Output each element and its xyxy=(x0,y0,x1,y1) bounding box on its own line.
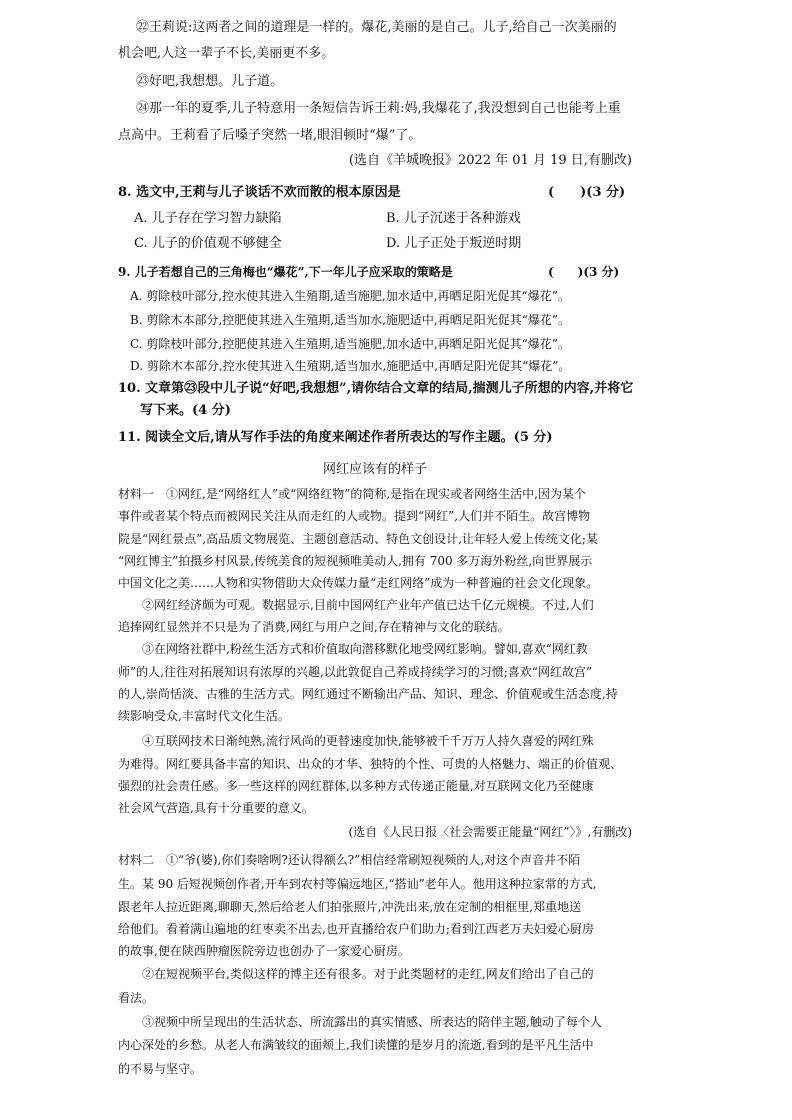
m1-p3-line4: 续影响受众,丰富时代文化生活。 xyxy=(118,709,290,723)
m1-p2-line1: ②网红经济颇为可观。数据显示,目前中国网红产业年产值已达千亿元规模。不过,人们 xyxy=(142,598,594,612)
story-source: (选自《羊城晚报》2022 年 01 月 19 日,有删改) xyxy=(348,153,632,168)
q9-stem: 9. 儿子若想自己的三角梅也“爆花”,下一年儿子应采取的策略是 xyxy=(118,265,453,279)
story-p22-line1: ㉒王莉说:这两者之间的道理是一样的。爆花,美丽的是自己。儿子,给自己一次美丽的 xyxy=(136,20,617,35)
m2-p1-line3: 跟老年人拉近距离,聊聊天,然后给老人们拍张照片,冲洗出来,放在定制的相框里,郑重地送 xyxy=(118,900,582,914)
m1-source: (选自《人民日报〈社会需要正能量“网红”〉》,有删改) xyxy=(348,825,632,839)
m2-p1-line2: 生。某 90 后短视频创作者,开车到农村等偏远地区,“搭讪”老年人。他用这种拉家常的方式, xyxy=(118,877,597,891)
q9-option-c: C. 剪除枝叶部分,控肥使其进入生殖期,适当施肥,加水适中,再晒足阳光促其“爆花”。 xyxy=(130,337,570,351)
q9-option-a: A. 剪除枝叶部分,控水使其进入生殖期,适当施肥,加水适中,再晒足阳光促其“爆花”。 xyxy=(130,289,570,303)
m1-p3-line3: 的人,崇尚恬淡、古雅的生活方式。网红通过不断输出产品、知识、理念、价值观或生活态度,持 xyxy=(118,687,618,701)
m1-p4-line4: 社会风气营造,具有十分重要的意义。 xyxy=(118,801,314,815)
q8-option-c: C. 儿子的价值观不够健全 xyxy=(134,236,282,251)
q10-line1: 10. 文章第㉓段中儿子说“好吧,我想想”,请你结合文章的结局,揣测儿子所想的内容,并将它 xyxy=(118,381,634,396)
q9-blank: ( )(3 分) xyxy=(548,265,620,279)
q9-option-b: B. 剪除木本部分,控肥使其进入生殖期,适当加水,施肥适中,再晒足阳光促其“爆花”。 xyxy=(130,313,570,327)
m2-p2-line1: ②在短视频平台,类似这样的博主还有很多。对于此类题材的走红,网友们给出了自己的 xyxy=(142,967,594,981)
q8-stem: 8. 选文中,王莉与儿子谈话不欢而散的根本原因是 xyxy=(118,185,401,200)
m1-p1-line4: “网红博主”拍摄乡村风景,传统美食的短视频唯美动人,拥有 700 多万海外粉丝,向世界展示 xyxy=(118,554,593,568)
q11-stem: 11. 阅读全文后,请从写作手法的角度来阐述作者所表达的写作主题。(5 分) xyxy=(118,430,553,445)
m1-p4-line2: 为难得。网红要具备丰富的知识、出众的才华、独特的个性、可贵的人格魅力、端正的价值观、 xyxy=(118,757,623,771)
q8-option-a: A. 儿子存在学习智力缺陷 xyxy=(134,211,282,226)
story-p24-line2: 点高中。王莉看了后嗓子突然一堵,眼泪顿时“爆”了。 xyxy=(118,128,422,143)
m1-p2-line2: 追捧网红显然并不只是为了消费,网红与用户之间,存在精神与文化的联结。 xyxy=(118,620,510,634)
m2-p3-line1: ③视频中所呈现出的生活状态、所流露出的真实情感、所表达的陪伴主题,触动了每个人 xyxy=(142,1015,602,1029)
m1-p1-line5: 中国文化之美……人物和实物借助大众传媒力量“走红网络”成为一种普遍的社会文化现象。 xyxy=(118,576,599,590)
m1-p1-line2: 事件或者某个特点而被网民关注从而走红的人或物。提到“网红”,人们并不陌生。故宫博物 xyxy=(118,509,591,523)
m1-p3-line2: 师”的人,往往对拓展知识有浓厚的兴趣,以此敦促自己养成持续学习的习惯;喜欢“网红故宫” xyxy=(118,665,593,679)
m1-p4-line3: 强烈的社会责任感。多一些这样的网红群体,以多种方式传递正能量,对互联网文化乃至健康 xyxy=(118,779,594,793)
q8-blank: ( )(3 分) xyxy=(548,185,626,200)
m2-p3-line2: 内心深处的乡愁。从老人布满皱纹的面颊上,我们读懂的是岁月的流逝,看到的是平凡生活中 xyxy=(118,1038,594,1052)
m2-p1-line1: 材料二 ①“爷(婆),你们奏啥咧?还认得额么?”相信经常刷短视频的人,对这个声音并不陌 xyxy=(118,853,581,867)
story-p24-line1: ㉔那一年的夏季,儿子特意用一条短信告诉王莉:妈,我爆花了,我没想到自己也能考上重 xyxy=(136,101,621,116)
story-p23: ㉓好吧,我想想。儿子道。 xyxy=(136,74,284,89)
m2-p2-line2: 看法。 xyxy=(118,991,155,1005)
article-title: 网红应该有的样子 xyxy=(322,462,427,477)
m1-p3-line1: ③在网络社群中,粉丝生活方式和价值取向潜移默化地受网红影响。譬如,喜欢“网红教 xyxy=(142,642,588,656)
q9-option-d: D. 剪除木本部分,控水使其进入生殖期,适当加水,施肥适中,再晒足阳光促其“爆花”。 xyxy=(130,359,571,373)
m2-p1-line4: 给他们。看着满山遍地的红枣卖不出去,也开直播给农户们助力;看到江西老万夫妇爱心厨房 xyxy=(118,922,594,936)
m2-p1-line5: 的故事,便在陕西肿瘤医院旁边也创办了一家爱心厨房。 xyxy=(118,944,410,958)
m1-p4-line1: ④互联网技术日渐纯熟,流行风尚的更替速度加快,能够被千千万万人持久喜爱的网红殊 xyxy=(142,734,594,748)
q8-option-d: D. 儿子正处于叛逆时期 xyxy=(386,236,522,251)
q10-line2: 写下来。(4 分) xyxy=(140,403,231,418)
m1-p1-line1: 材料一 ①网红,是“网络红人”或“网络红物”的简称,是指在现实或者网络生活中,因为某个 xyxy=(118,487,586,501)
story-p22-line2: 机会吧,人这一辈子不长,美丽更不多。 xyxy=(118,46,335,61)
m2-p3-line3: 的不易与坚守。 xyxy=(118,1062,203,1076)
q8-option-b: B. 儿子沉迷于各种游戏 xyxy=(386,211,521,226)
m1-p1-line3: 院是“网红景点”,高品质文物展览、主题创意活动、特色文创设计,让年轻人爱上传统文化;某 xyxy=(118,532,598,546)
